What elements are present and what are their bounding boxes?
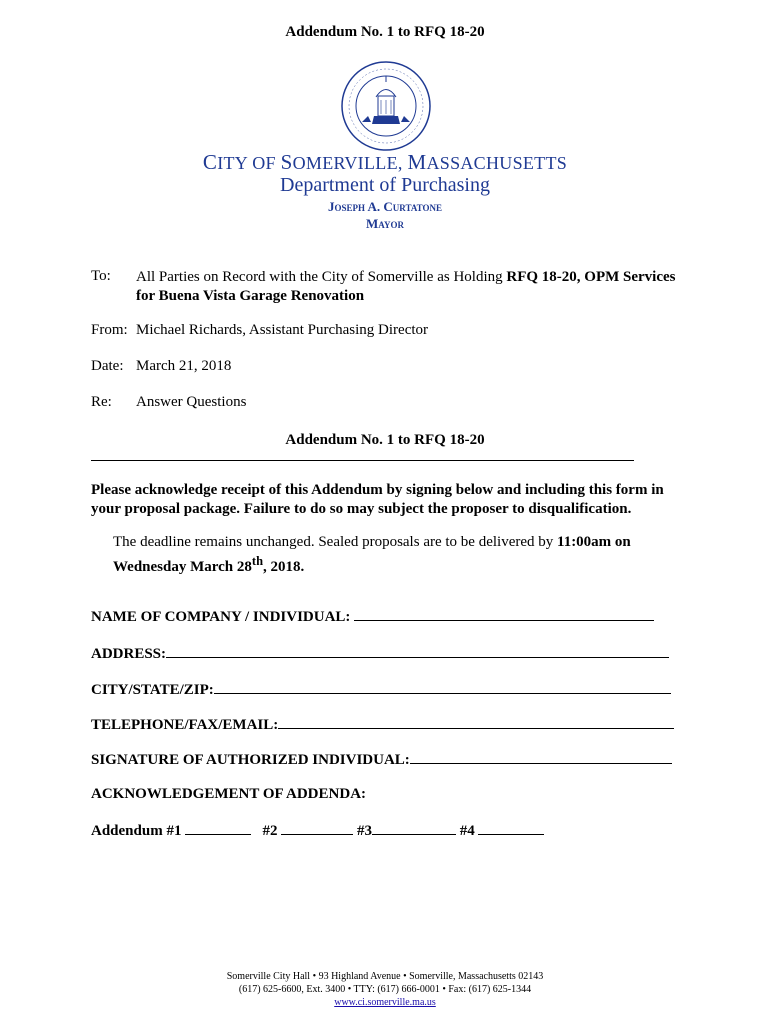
address-line[interactable]	[166, 643, 669, 658]
telephone-label: TELEPHONE/FAX/EMAIL:	[91, 717, 279, 733]
company-line[interactable]	[354, 606, 654, 621]
date-label: Date:	[91, 358, 124, 374]
mayor-title: Mayor	[366, 216, 404, 231]
addenda-row	[91, 820, 544, 840]
addendum-subtitle: Addendum No. 1 to RFQ 18-20	[285, 432, 485, 448]
signature-field[interactable]	[91, 749, 672, 769]
deadline-notice: The deadline remains unchanged. Sealed proposals are to be delivered by 11:00am on Wednesday March 28th, 2018.	[113, 534, 631, 575]
re-label: Re:	[91, 394, 112, 410]
mayor-name: Joseph A. Curtatone	[327, 199, 442, 214]
addendum-4-label: #4	[459, 823, 475, 839]
company-label: NAME OF COMPANY / INDIVIDUAL:	[91, 609, 351, 625]
acknowledge-instructions: Please acknowledge receipt of this Addendum by signing below and including this form in your proposal package. Failure to do so may subject the proposer to disqualification.	[91, 482, 664, 517]
address-field[interactable]	[91, 643, 669, 663]
addendum-1-line[interactable]	[185, 820, 251, 835]
divider	[91, 460, 634, 461]
document-title: Addendum No. 1 to RFQ 18-20	[285, 24, 485, 40]
city-seal-icon	[340, 60, 432, 152]
department-name: Department of Purchasing	[280, 174, 490, 196]
website-link[interactable]: www.ci.somerville.ma.us	[334, 997, 436, 1008]
addendum-4-line[interactable]	[478, 820, 544, 835]
date-value: March 21, 2018	[136, 358, 232, 374]
addendum-1-label: Addendum #1	[91, 823, 182, 839]
addendum-2-label: #2	[262, 823, 278, 839]
to-label: To:	[91, 268, 111, 284]
signature-line[interactable]	[410, 749, 672, 764]
city-name: CITY OF SOMERVILLE, MASSACHUSETTS	[202, 150, 568, 174]
footer-address: Somerville City Hall • 93 Highland Avenue • Somerville, Massachusetts 02143	[226, 971, 544, 982]
to-value: All Parties on Record with the City of Somerville as Holding RFQ 18-20, OPM Services for Buena Vista Garage Renovation	[136, 269, 676, 304]
re-value: Answer Questions	[136, 394, 247, 410]
signature-label: SIGNATURE OF AUTHORIZED INDIVIDUAL:	[91, 752, 410, 768]
from-label: From:	[91, 322, 128, 338]
city-state-zip-line[interactable]	[214, 679, 671, 694]
city-state-zip-field[interactable]	[91, 679, 671, 699]
city-state-zip-label: CITY/STATE/ZIP:	[91, 682, 214, 698]
acknowledgement-heading: ACKNOWLEDGEMENT OF ADDENDA:	[91, 786, 367, 802]
addendum-3-label: #3	[356, 823, 372, 839]
telephone-line[interactable]	[278, 714, 674, 729]
addendum-2-line[interactable]	[281, 820, 353, 835]
telephone-field[interactable]	[91, 714, 674, 734]
footer	[0, 970, 770, 1009]
company-field[interactable]	[91, 606, 654, 626]
footer-phone: (617) 625-6600, Ext. 3400 • TTY: (617) 666-0001 • Fax: (617) 625-1344	[238, 984, 532, 995]
address-label: ADDRESS:	[91, 646, 167, 662]
from-value: Michael Richards, Assistant Purchasing Director	[136, 322, 429, 338]
addendum-3-line[interactable]	[372, 820, 456, 835]
